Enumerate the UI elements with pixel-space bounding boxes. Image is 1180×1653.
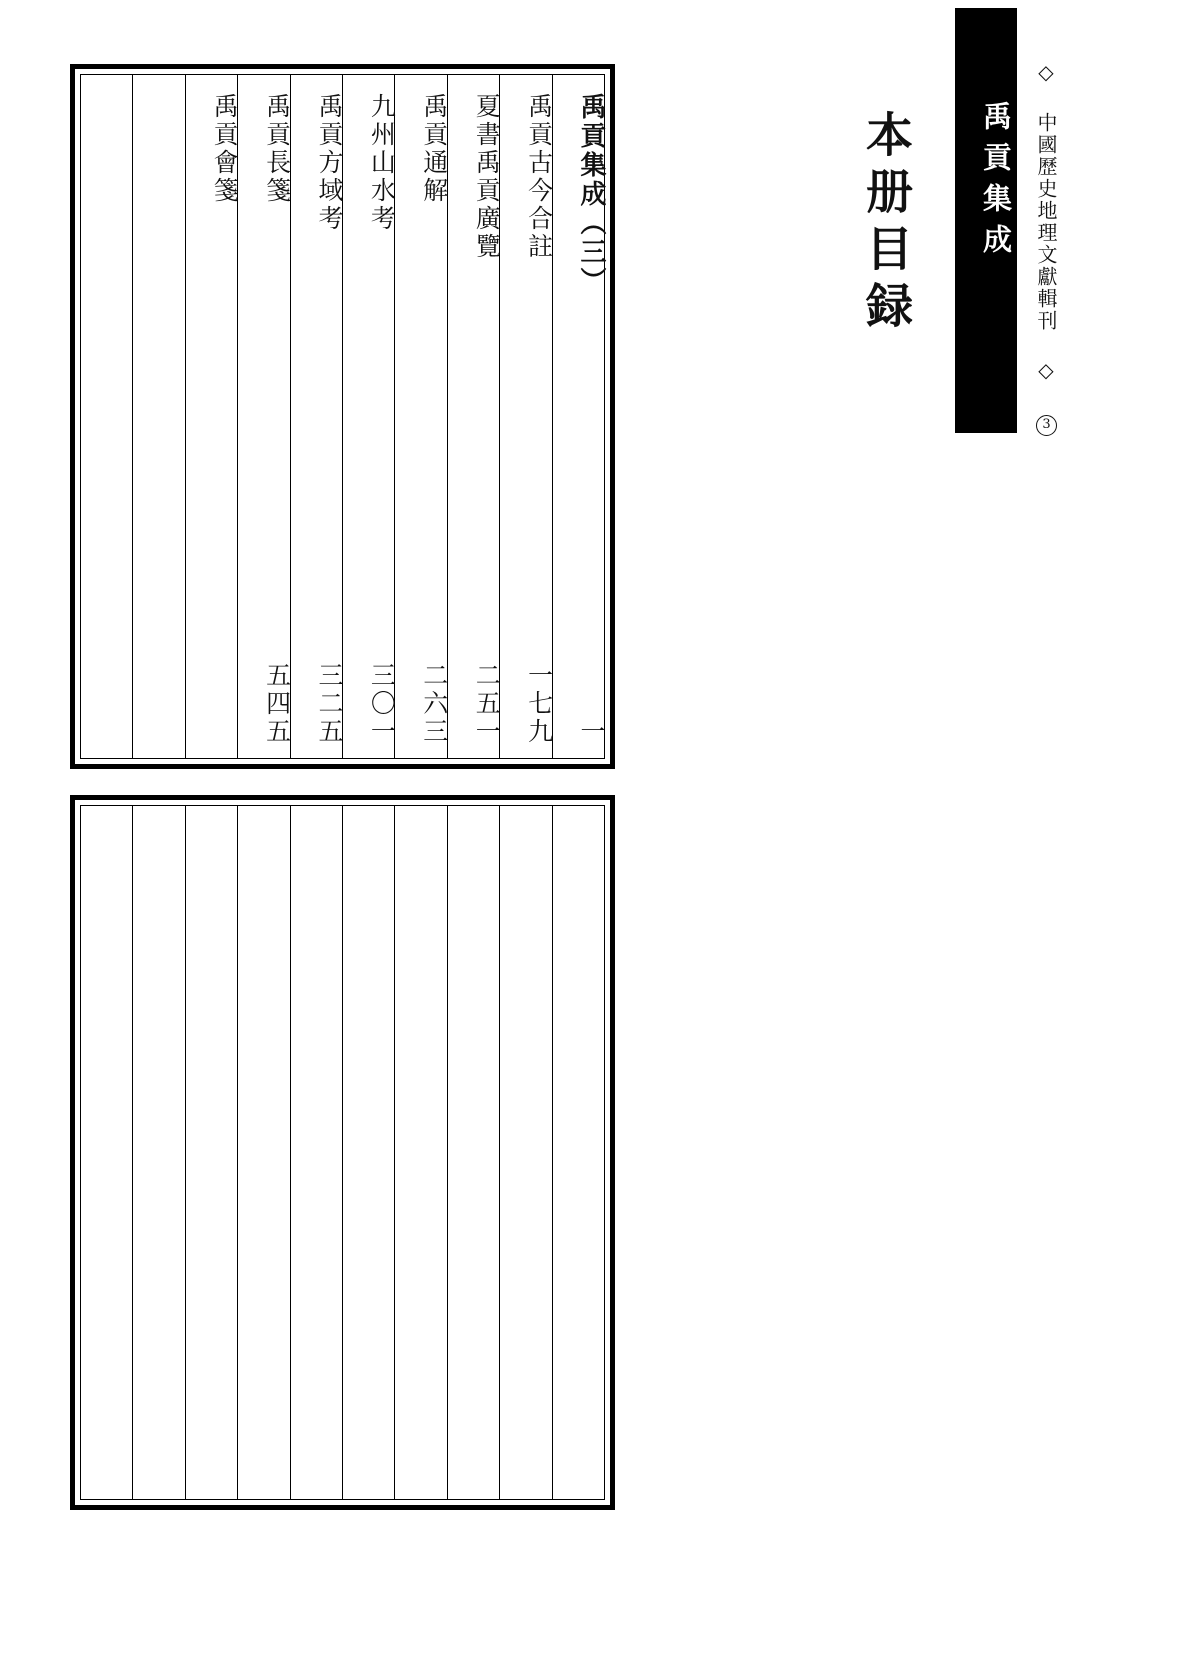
toc-entry-title xyxy=(133,93,184,653)
toc-entry-page: 三二五 xyxy=(314,662,344,746)
series-line xyxy=(1028,60,1058,434)
toc-row[interactable] xyxy=(499,75,554,758)
page-title: 本册目録 xyxy=(858,110,913,338)
toc-entry-title: 九州山水考 xyxy=(367,93,397,233)
toc-table-bottom-inner xyxy=(80,805,605,1500)
spine-block xyxy=(955,8,1017,433)
spine-title: 禹貢集成 xyxy=(979,101,1013,265)
toc-row[interactable] xyxy=(237,75,292,758)
empty-column[interactable] xyxy=(447,806,499,1499)
empty-column[interactable] xyxy=(81,806,132,1499)
toc-entry-title: 禹貢會箋 xyxy=(210,93,240,205)
volume-number: 3 xyxy=(1036,415,1057,436)
toc-entry-page: 一七九 xyxy=(524,662,554,746)
toc-section-page: 一 xyxy=(577,718,606,746)
toc-entry-title xyxy=(81,93,132,653)
toc-entry-title: 夏書禹貢廣覽 xyxy=(472,93,502,261)
toc-entry-title: 禹貢通解 xyxy=(419,93,449,205)
empty-column[interactable] xyxy=(394,806,446,1499)
toc-row[interactable] xyxy=(394,75,449,758)
empty-column[interactable] xyxy=(237,806,289,1499)
toc-row-empty[interactable] xyxy=(81,75,132,758)
toc-table-top-inner xyxy=(80,74,605,759)
toc-row-empty[interactable] xyxy=(132,75,184,758)
toc-table-top xyxy=(70,64,615,769)
toc-entry-page: 二六三 xyxy=(419,662,449,746)
toc-section-title: 禹貢集成（三） xyxy=(576,93,606,296)
empty-column[interactable] xyxy=(342,806,394,1499)
empty-column[interactable] xyxy=(185,806,237,1499)
toc-entry-page: 二五一 xyxy=(472,662,502,746)
empty-column[interactable] xyxy=(132,806,184,1499)
toc-entry-title: 禹貢古今合註 xyxy=(524,93,554,261)
toc-row[interactable] xyxy=(290,75,342,758)
toc-entry-title: 禹貢方域考 xyxy=(314,93,344,233)
toc-row[interactable] xyxy=(342,75,397,758)
toc-row[interactable] xyxy=(185,75,240,758)
toc-column-section[interactable] xyxy=(552,75,604,758)
series-text: ◇ 中國歷史地理文獻輯刊 ◇ xyxy=(1034,60,1058,384)
toc-table-bottom xyxy=(70,795,615,1510)
empty-column[interactable] xyxy=(290,806,342,1499)
toc-entry-title: 禹貢長箋 xyxy=(262,93,292,205)
toc-row[interactable] xyxy=(447,75,502,758)
empty-column[interactable] xyxy=(499,806,551,1499)
toc-entry-page: 三〇一 xyxy=(367,662,397,746)
empty-column[interactable] xyxy=(552,806,604,1499)
toc-entry-page: 五四五 xyxy=(262,662,292,746)
